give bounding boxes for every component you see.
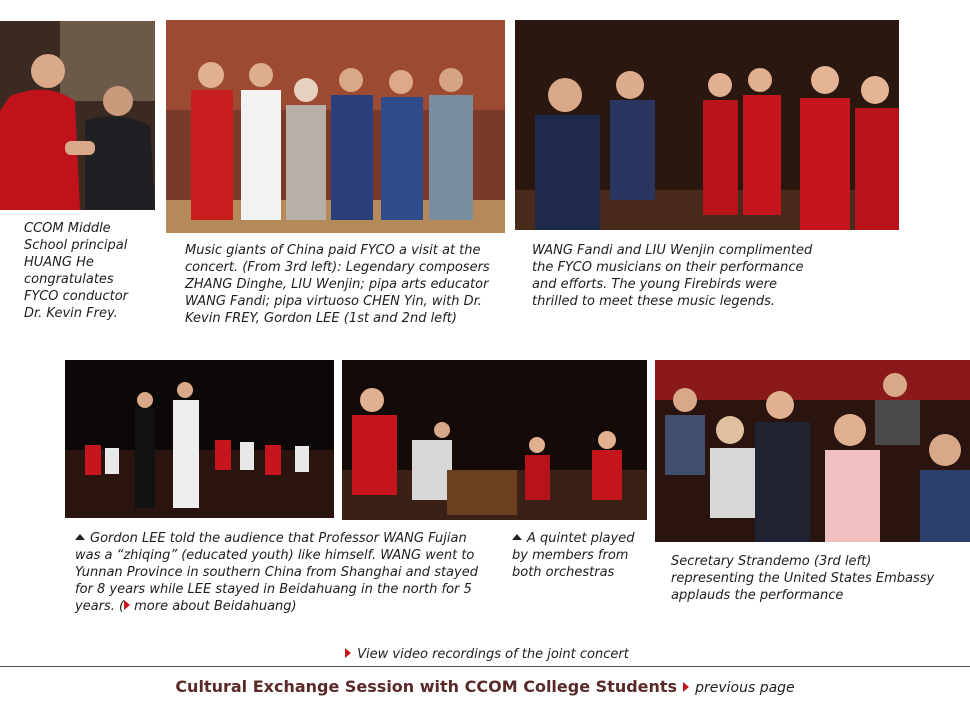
- cultural-exchange-link[interactable]: Cultural Exchange Session with CCOM College Students: [175, 677, 678, 696]
- right-arrow-icon: [124, 600, 130, 610]
- photo-composers-compliment: [515, 20, 899, 230]
- photo-audience-applauds: [655, 360, 970, 542]
- right-arrow-icon: [345, 648, 351, 658]
- caption-photo1: CCOM Middle School principal HUANG He congratulates FYCO conductor Dr. Kevin Frey.: [24, 221, 129, 321]
- video-link-row: [0, 647, 970, 662]
- caption-photo4-text: Gordon LEE told the audience that Professor WANG Fujian was a “zhiqing” (educated youth) like himself. WANG went to Yunnan Province in southern China from Shanghai and stayed for 8 years while LEE stayed in Beidahuang in the north for 5 years. (: [75, 531, 478, 614]
- photo-quintet: [342, 360, 647, 520]
- photo-music-giants-group: [166, 20, 505, 233]
- up-arrow-icon: [75, 534, 85, 540]
- caption-photo5: [512, 530, 642, 581]
- up-arrow-icon: [512, 534, 522, 540]
- video-recordings-link[interactable]: View video recordings of the joint concert: [357, 647, 629, 662]
- caption-photo2: Music giants of China paid FYCO a visit at the concert. (From 3rd left): Legendary composers ZHANG Dinghe, LIU Wenjin; pipa arts educator WANG Fandi; pipa virtuoso CHEN Yin, with Dr. Kevin FREY, Gordon LEE (1st and 2nd left): [185, 243, 490, 326]
- caption-photo3: WANG Fandi and LIU Wenjin complimented the FYCO musicians on their performance and efforts. The young Firebirds were thrilled to meet these music legends.: [532, 243, 813, 309]
- photo-principal-congratulates: [0, 21, 155, 210]
- caption-photo4-close: ): [291, 599, 297, 614]
- previous-page-link[interactable]: previous page: [695, 680, 795, 696]
- caption-photo6: Secretary Strandemo (3rd left) representing the United States Embassy applauds the performance: [671, 554, 935, 603]
- footer-nav: [0, 677, 970, 696]
- caption-photo4: [75, 530, 485, 615]
- footer-divider: [0, 666, 970, 667]
- photo-gordon-lee-stage: [65, 360, 334, 518]
- caption-photo5-text: A quintet played by members from both orchestras: [512, 531, 635, 580]
- beidahuang-link[interactable]: more about Beidahuang: [134, 599, 292, 614]
- right-arrow-icon: [683, 682, 689, 692]
